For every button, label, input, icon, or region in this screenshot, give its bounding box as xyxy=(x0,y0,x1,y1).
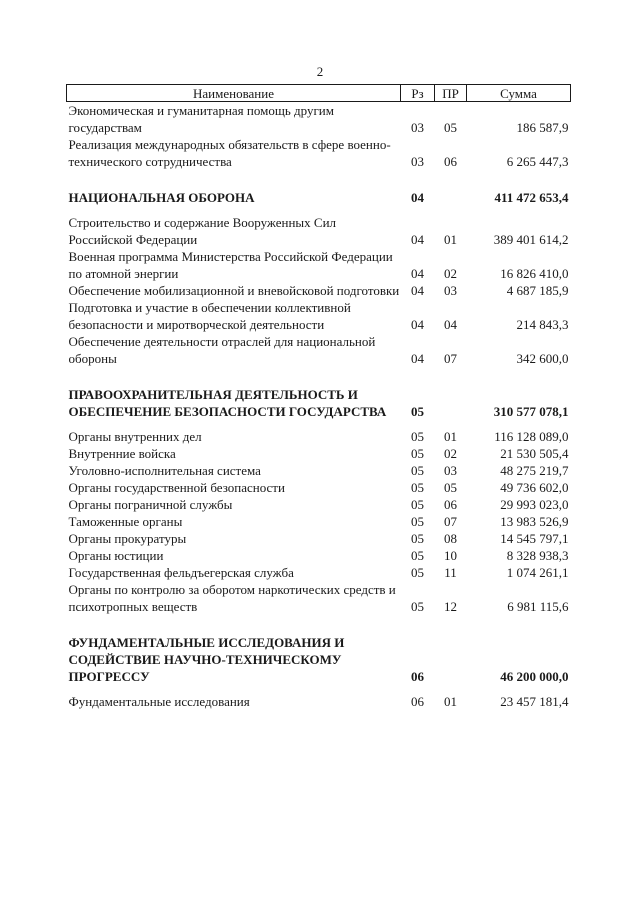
row-pr: 11 xyxy=(444,565,457,580)
section-pr xyxy=(435,386,467,420)
row-rz: 05 xyxy=(411,565,424,580)
row-pr: 07 xyxy=(444,514,457,529)
row-rz: 05 xyxy=(411,429,424,444)
row-sum: 14 545 797,1 xyxy=(500,531,569,546)
row-name: Обеспечение деятельности отраслей для национальной обороны xyxy=(68,334,376,366)
row-name: Обеспечение мобилизационной и вневойсковой подготовки xyxy=(68,283,400,298)
row-sum: 48 275 219,7 xyxy=(500,463,569,478)
spacer-row xyxy=(67,685,571,693)
section-name: НАЦИОНАЛЬНАЯ ОБОРОНА xyxy=(68,190,255,205)
row-name: Реализация международных обязательств в сфере военно-технического сотрудничества xyxy=(68,137,391,169)
table-row xyxy=(67,693,571,710)
section-rz: 06 xyxy=(411,669,424,684)
section-sum: 310 577 078,1 xyxy=(493,404,569,419)
table-row xyxy=(67,445,571,462)
row-pr: 01 xyxy=(444,694,457,709)
row-name: Государственная фельдъегерская служба xyxy=(68,565,294,580)
row-rz: 05 xyxy=(411,446,424,461)
row-name: Органы по контролю за оборотом наркотических средств и психотропных веществ xyxy=(68,582,396,614)
row-sum: 6 981 115,6 xyxy=(507,599,569,614)
row-sum: 21 530 505,4 xyxy=(500,446,569,461)
header-sum: Сумма xyxy=(467,85,571,102)
row-name: Внутренние войска xyxy=(68,446,176,461)
row-rz: 05 xyxy=(411,463,424,478)
row-pr: 02 xyxy=(444,446,457,461)
row-sum: 1 074 261,1 xyxy=(506,565,569,580)
row-pr: 01 xyxy=(444,429,457,444)
spacer-row xyxy=(67,206,571,214)
row-name: Органы государственной безопасности xyxy=(68,480,285,495)
row-name: Органы пограничной службы xyxy=(68,497,233,512)
row-sum: 389 401 614,2 xyxy=(493,232,569,247)
row-rz: 04 xyxy=(411,232,424,247)
table-row xyxy=(67,479,571,496)
table-header-row xyxy=(67,85,571,102)
section-rz: 05 xyxy=(411,404,424,419)
row-pr: 01 xyxy=(444,232,457,247)
row-pr: 03 xyxy=(444,283,457,298)
row-name: Органы юстиции xyxy=(68,548,164,563)
row-sum: 29 993 023,0 xyxy=(500,497,569,512)
row-pr: 06 xyxy=(444,497,457,512)
row-name: Экономическая и гуманитарная помощь другим государствам xyxy=(68,103,334,135)
table-row xyxy=(67,299,571,333)
row-sum: 13 983 526,9 xyxy=(500,514,569,529)
table-row xyxy=(67,547,571,564)
section-sum: 46 200 000,0 xyxy=(500,669,569,684)
row-pr: 04 xyxy=(444,317,457,332)
row-pr: 10 xyxy=(444,548,457,563)
row-pr: 02 xyxy=(444,266,457,281)
row-rz: 04 xyxy=(411,283,424,298)
table-row xyxy=(67,496,571,513)
row-name: Уголовно-исполнительная система xyxy=(68,463,261,478)
row-sum: 8 328 938,3 xyxy=(506,548,569,563)
table-row xyxy=(67,428,571,445)
table-row xyxy=(67,136,571,170)
section-rz: 04 xyxy=(411,190,424,205)
section-row xyxy=(67,189,571,206)
table-row xyxy=(67,333,571,367)
row-rz: 04 xyxy=(411,351,424,366)
header-pr: ПР xyxy=(435,85,467,102)
row-pr: 07 xyxy=(444,351,457,366)
row-name: Строительство и содержание Вооруженных Сил Российской Федерации xyxy=(68,215,337,247)
row-rz: 05 xyxy=(411,599,424,614)
row-sum: 23 457 181,4 xyxy=(500,694,569,709)
row-rz: 05 xyxy=(411,480,424,495)
table-row xyxy=(67,462,571,479)
table-row xyxy=(67,248,571,282)
table-row xyxy=(67,530,571,547)
row-rz: 03 xyxy=(411,154,424,169)
row-sum: 16 826 410,0 xyxy=(500,266,569,281)
section-name: ФУНДАМЕНТАЛЬНЫЕ ИССЛЕДОВАНИЯ И СОДЕЙСТВИЕ НАУЧНО-ТЕХНИЧЕСКОМУ ПРОГРЕССУ xyxy=(68,635,345,684)
row-rz: 05 xyxy=(411,497,424,512)
row-sum: 4 687 185,9 xyxy=(506,283,569,298)
spacer-row xyxy=(67,615,571,634)
section-row xyxy=(67,386,571,420)
row-name: Подготовка и участие в обеспечении коллективной безопасности и миротворческой деятельности xyxy=(68,300,351,332)
table-row xyxy=(67,581,571,615)
row-sum: 49 736 602,0 xyxy=(500,480,569,495)
row-pr: 06 xyxy=(444,154,457,169)
spacer-row xyxy=(67,420,571,428)
row-name: Фундаментальные исследования xyxy=(68,694,250,709)
row-sum: 214 843,3 xyxy=(516,317,569,332)
row-pr: 08 xyxy=(444,531,457,546)
row-rz: 05 xyxy=(411,531,424,546)
header-name: Наименование xyxy=(67,85,401,102)
section-pr xyxy=(435,189,467,206)
row-rz: 05 xyxy=(411,514,424,529)
row-sum: 342 600,0 xyxy=(516,351,569,366)
row-pr: 12 xyxy=(444,599,457,614)
section-pr xyxy=(435,634,467,685)
row-pr: 05 xyxy=(444,480,457,495)
row-name: Органы прокуратуры xyxy=(68,531,187,546)
row-rz: 03 xyxy=(411,120,424,135)
row-name: Органы внутренних дел xyxy=(68,429,202,444)
budget-table xyxy=(66,84,571,710)
header-rz: Рз xyxy=(401,85,435,102)
row-pr: 05 xyxy=(444,120,457,135)
table-row xyxy=(67,513,571,530)
row-rz: 04 xyxy=(411,317,424,332)
row-sum: 116 128 089,0 xyxy=(494,429,569,444)
row-rz: 04 xyxy=(411,266,424,281)
table-row xyxy=(67,102,571,137)
row-sum: 186 587,9 xyxy=(516,120,569,135)
row-name: Таможенные органы xyxy=(68,514,183,529)
spacer-row xyxy=(67,367,571,386)
section-sum: 411 472 653,4 xyxy=(494,190,569,205)
section-row xyxy=(67,634,571,685)
row-rz: 05 xyxy=(411,548,424,563)
section-name: ПРАВООХРАНИТЕЛЬНАЯ ДЕЯТЕЛЬНОСТЬ И ОБЕСПЕЧЕНИЕ БЕЗОПАСНОСТИ ГОСУДАРСТВА xyxy=(68,387,387,419)
row-rz: 06 xyxy=(411,694,424,709)
row-pr: 03 xyxy=(444,463,457,478)
table-row xyxy=(67,564,571,581)
row-sum: 6 265 447,3 xyxy=(506,154,569,169)
table-row xyxy=(67,214,571,248)
page-number: 2 xyxy=(316,64,324,79)
spacer-row xyxy=(67,170,571,189)
row-name: Военная программа Министерства Российской Федерации по атомной энергии xyxy=(68,249,393,281)
table-row xyxy=(67,282,571,299)
